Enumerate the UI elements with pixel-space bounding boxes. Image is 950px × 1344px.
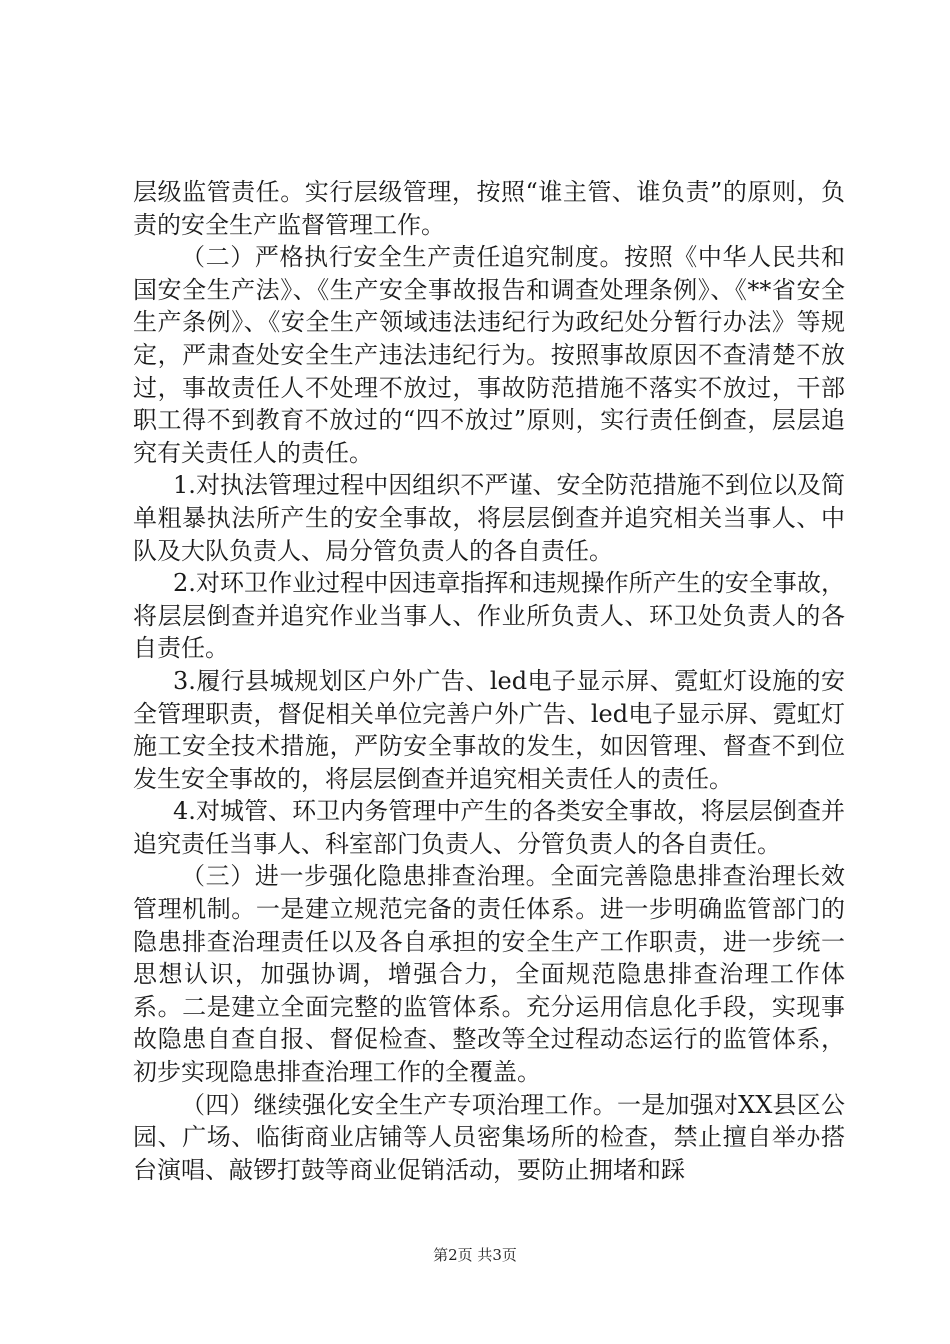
document-body <box>133 176 845 1186</box>
page-number-footer: 第2页 共3页 <box>433 1246 517 1264</box>
paragraph-item-1: 1.对执法管理过程中因组织不严谨、安全防范措施不到位以及简单粗暴执法所产生的安全事故，将层层倒查并追究相关当事人、中队及大队负责人、局分管负责人的各自责任。 <box>133 471 845 565</box>
paragraph-item-2: 2.对环卫作业过程中因违章指挥和违规操作所产生的安全事故，将层层倒查并追究作业当事人、作业所负责人、环卫处负责人的各自责任。 <box>133 569 845 663</box>
paragraph-section-3: （三）进一步强化隐患排查治理。全面完善隐患排查治理长效管理机制。一是建立规范完备的责任体系。进一步明确监管部门的隐患排查治理责任以及各自承担的安全生产工作职责，进一步统一思想认识，加强协调，增强合力，全面规范隐患排查治理工作体系。二是建立全面完整的监管体系。充分运用信息化手段，实现事故隐患自查自报、督促检查、整改等全过程动态运行的监管体系，初步实现隐患排查治理工作的全覆盖。 <box>133 862 845 1087</box>
paragraph-item-3: 3.履行县城规划区户外广告、led电子显示屏、霓虹灯设施的安全管理职责，督促相关单位完善户外广告、led电子显示屏、霓虹灯施工安全技术措施，严防安全事故的发生，如因管理、督查不到位发生安全事故的，将层层倒查并追究相关责任人的责任。 <box>133 666 845 793</box>
paragraph-section-4: （四）继续强化安全生产专项治理工作。一是加强对XX县区公园、广场、临街商业店铺等人员密集场所的检查，禁止擅自举办搭台演唱、敲锣打鼓等商业促销活动，要防止拥堵和踩 <box>133 1090 845 1184</box>
paragraph-continuation: 层级监管责任。实行层级管理，按照“谁主管、谁负责”的原则，负责的安全生产监督管理工作。 <box>133 178 845 239</box>
paragraph-item-4: 4.对城管、环卫内务管理中产生的各类安全事故，将层层倒查并追究责任当事人、科室部门负责人、分管负责人的各自责任。 <box>133 797 845 858</box>
paragraph-section-2: （二）严格执行安全生产责任追究制度。按照《中华人民共和国安全生产法》、《生产安全事故报告和调查处理条例》、《**省安全生产条例》、《安全生产领域违法违纪行为政纪处分暂行办法》等规定，严肃查处安全生产违法违纪行为。按照事故原因不查清楚不放过，事故责任人不处理不放过，事故防范措施不落实不放过，干部职工得不到教育不放过的“四不放过”原则，实行责任倒查，层层追究有关责任人的责任。 <box>133 243 845 467</box>
